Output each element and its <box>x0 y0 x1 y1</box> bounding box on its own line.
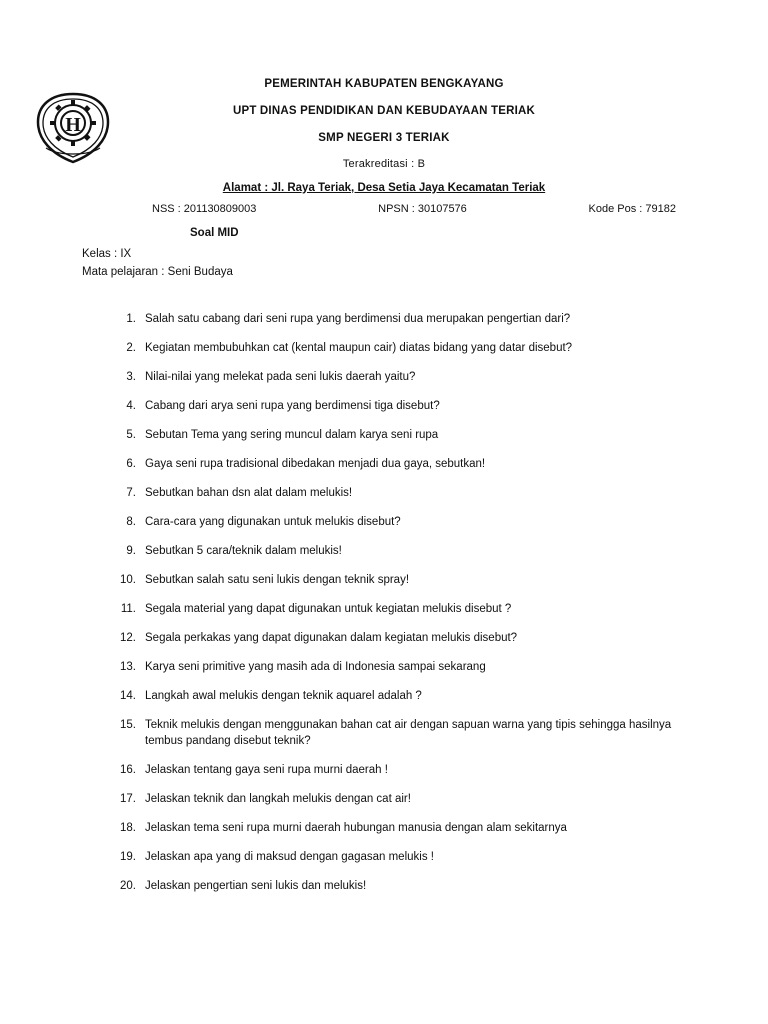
question-item <box>110 399 678 415</box>
question-item <box>110 573 678 589</box>
question-text: Sebutan Tema yang sering muncul dalam karya seni rupa <box>145 429 439 442</box>
exam-subject: Mata pelajaran : Seni Budaya <box>82 266 233 279</box>
question-text: Teknik melukis dengan menggunakan bahan cat air dengan sapuan warna yang tipis sehingga hasilnya tembus pandang disebut teknik? <box>145 719 672 747</box>
exam-meta <box>70 225 698 282</box>
question-number: 10. <box>120 574 136 587</box>
question-number: 15. <box>120 719 136 732</box>
question-text: Karya seni primitive yang masih ada di Indonesia sampai sekarang <box>145 661 486 674</box>
question-number: 1. <box>126 313 136 326</box>
question-item <box>110 486 678 502</box>
question-number: 17. <box>120 792 136 805</box>
question-text: Gaya seni rupa tradisional dibedakan menjadi dua gaya, sebutkan! <box>145 458 486 471</box>
question-item <box>110 689 678 705</box>
question-text: Sebutkan bahan dsn alat dalam melukis! <box>145 487 353 500</box>
exam-title: Soal MID <box>190 226 239 239</box>
question-item <box>110 792 678 808</box>
question-item <box>110 428 678 444</box>
exam-class: Kelas : IX <box>82 248 132 261</box>
question-text: Sebutkan 5 cara/teknik dalam melukis! <box>145 545 342 558</box>
question-text: Cabang dari arya seni rupa yang berdimensi tiga disebut? <box>145 400 440 413</box>
question-text: Jelaskan tema seni rupa murni daerah hubungan manusia dengan alam sekitarnya <box>145 821 567 834</box>
question-text: Cara-cara yang digunakan untuk melukis disebut? <box>145 516 401 529</box>
question-text: Segala material yang dapat digunakan untuk kegiatan melukis disebut ? <box>145 603 512 616</box>
question-text: Salah satu cabang dari seni rupa yang berdimensi dua merupakan pengertian dari? <box>145 313 571 326</box>
header-line-department: UPT DINAS PENDIDIKAN DAN KEBUDAYAAN TERIAK <box>232 104 536 117</box>
question-item <box>110 631 678 647</box>
header-line-accreditation: Terakreditasi : B <box>342 158 426 171</box>
question-number: 4. <box>126 400 136 413</box>
question-item <box>110 544 678 560</box>
header-address: Alamat : Jl. Raya Teriak, Desa Setia Jaya Kecamatan Teriak <box>222 181 546 194</box>
question-text: Langkah awal melukis dengan teknik aquarel adalah ? <box>145 690 422 703</box>
question-item <box>110 515 678 531</box>
question-text: Nilai-nilai yang melekat pada seni lukis daerah yaitu? <box>145 371 416 384</box>
question-number: 2. <box>126 342 136 355</box>
question-text: Sebutkan salah satu seni lukis dengan teknik spray! <box>145 574 410 587</box>
question-number: 8. <box>126 516 136 529</box>
question-number: 9. <box>126 545 136 558</box>
question-number: 14. <box>120 690 136 703</box>
question-item <box>110 312 678 328</box>
question-item <box>110 763 678 779</box>
header-nss: NSS : 201130809003 <box>152 202 257 215</box>
document-header <box>70 78 698 215</box>
question-item <box>110 602 678 618</box>
question-number: 18. <box>120 821 136 834</box>
header-kode-pos: Kode Pos : 79182 <box>588 202 676 215</box>
question-item <box>110 457 678 473</box>
svg-text:H: H <box>65 114 81 136</box>
question-item <box>110 850 678 866</box>
question-number: 12. <box>120 632 136 645</box>
question-number: 5. <box>126 429 136 442</box>
question-text: Jelaskan tentang gaya seni rupa murni daerah ! <box>145 763 388 776</box>
question-item <box>110 341 678 357</box>
question-number: 19. <box>120 850 136 863</box>
question-item <box>110 879 678 895</box>
header-id-row <box>70 203 698 215</box>
question-text: Segala perkakas yang dapat digunakan dalam kegiatan melukis disebut? <box>145 632 518 645</box>
question-number: 20. <box>120 879 136 892</box>
question-number: 11. <box>120 603 136 616</box>
header-line-school: SMP NEGERI 3 TERIAK <box>318 131 450 144</box>
question-text: Jelaskan pengertian seni lukis dan melukis! <box>145 879 367 892</box>
question-text: Jelaskan teknik dan langkah melukis dengan cat air! <box>145 792 411 805</box>
question-item <box>110 370 678 386</box>
question-number: 3. <box>126 371 136 384</box>
question-number: 6. <box>126 458 136 471</box>
header-line-government: PEMERINTAH KABUPATEN BENGKAYANG <box>264 78 504 90</box>
question-text: Kegiatan membubuhkan cat (kental maupun cair) diatas bidang yang datar disebut? <box>145 342 573 355</box>
question-item <box>110 718 678 749</box>
question-number: 13. <box>120 661 136 674</box>
question-number: 7. <box>126 487 136 500</box>
header-npsn: NPSN : 30107576 <box>378 202 467 215</box>
question-item <box>110 821 678 837</box>
question-number: 16. <box>120 763 136 776</box>
question-list <box>70 312 698 894</box>
question-item <box>110 660 678 676</box>
question-text: Jelaskan apa yang di maksud dengan gagasan melukis ! <box>145 850 434 863</box>
